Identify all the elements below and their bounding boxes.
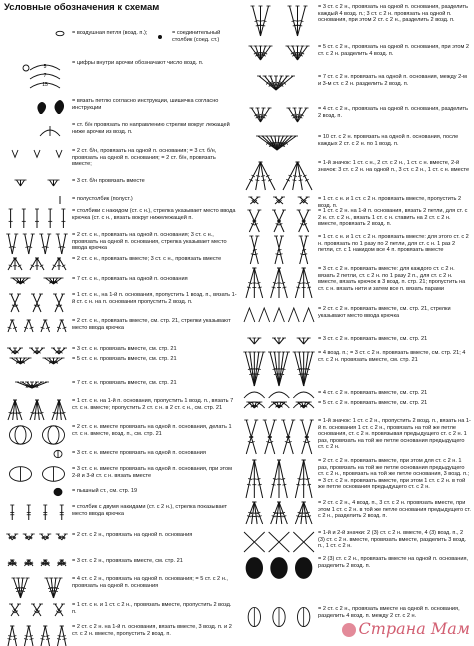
- crochet-symbol-icon: [4, 450, 70, 458]
- crochet-symbol-icon: [242, 606, 316, 628]
- dc7-icon: [4, 276, 70, 284]
- r_fan4-icon: [242, 106, 316, 122]
- watermark-logo: [342, 619, 470, 638]
- legend-row: [242, 266, 471, 298]
- crochet-symbol-icon: [4, 178, 70, 186]
- legend-row: [4, 398, 237, 420]
- fans-icon: [4, 178, 70, 186]
- r_cross-icon: [242, 196, 316, 204]
- legend-row: [4, 504, 237, 520]
- crochet-symbol-icon: [4, 398, 70, 420]
- legend-description: = 7 ст. с н., провязать на одной п. основания: [70, 276, 237, 283]
- svg-text:7: 7: [44, 73, 47, 79]
- legend-row: [242, 74, 471, 90]
- puff-icon: [4, 488, 70, 496]
- legend-row: [4, 558, 237, 566]
- crochet-symbol-icon: [4, 208, 70, 228]
- legend-description: = 4 ст. с 2 н., провязать на одной п. основания; = 5 ст. с 2 н., провязать на одной п. основания: [70, 576, 237, 589]
- legend-row: [242, 556, 471, 580]
- legend-row: [4, 98, 237, 114]
- legend-row: [4, 424, 237, 446]
- legend-description: = 1-й значок: 1 ст. с н., 2 ст. с 2 н., 1 ст. с н. вместе, 2-й значок: 3 ст. с 2 н. на одной п., 3 ст. с 2 н., 1 ст. с н. вместе: [316, 160, 471, 173]
- r_x1-icon: [242, 208, 316, 232]
- bobble-icon: [4, 450, 70, 458]
- cl5-icon: [4, 356, 70, 364]
- r_cr2-icon: [242, 458, 316, 498]
- legend-row: [242, 160, 471, 190]
- crochet-symbol-icon: [104, 30, 170, 44]
- right-column: [242, 0, 471, 640]
- dctog-icon: [4, 318, 70, 332]
- crochet-symbol-icon: [4, 532, 70, 540]
- legend-row: [242, 208, 471, 232]
- dc4-icon: [4, 292, 70, 312]
- crochet-symbol-icon: [4, 466, 70, 482]
- watermark-text: Страна Мам: [358, 619, 470, 638]
- crochet-symbol-icon: [4, 356, 70, 364]
- legend-description: = 3 ст. б/н провязать вместе: [70, 178, 237, 185]
- crochet-symbol-icon: [4, 346, 70, 354]
- crochet-symbol-icon: [242, 234, 316, 264]
- r_fan7-icon: [242, 74, 316, 90]
- crochet-symbol-icon: [242, 4, 316, 36]
- legend-row: [242, 350, 471, 386]
- legend-description: = 2 (3) ст. с 2 н., провязать вместе на одной п. основания, разделить 2 возд. п.: [316, 556, 471, 569]
- crochet-symbol-icon: [242, 196, 316, 204]
- legend-description: = 3 ст. с н. вместе провязать на одной п. основания, при этом 2-й и 3-й ст. с н. вязать вместе: [70, 466, 237, 479]
- leaf-icon: [4, 98, 70, 114]
- legend-row: [4, 196, 237, 204]
- dc3-icon: [4, 256, 70, 270]
- legend-description: = столбики с накидом (ст. с н.), стрелка указывает место ввода крючка (ст. с н., вязать вокруг нижележащей п.: [70, 208, 237, 221]
- legend-row: [104, 30, 237, 44]
- legend-row: [4, 356, 237, 364]
- crochet-symbol-icon: [4, 232, 70, 254]
- crochet-symbol-icon: [4, 292, 70, 312]
- legend-row: [4, 466, 237, 482]
- arches-icon: [4, 60, 70, 90]
- legend-description: = 2 ст. с н. вместе провязать на одной п. основания, делать 1 ст. с н. вместе, возд. п., см. стр. 21: [70, 424, 237, 437]
- crochet-symbol-icon: [242, 500, 316, 524]
- legend-description: = полустолбик (полуст.): [70, 196, 237, 203]
- legend-row: [242, 418, 471, 454]
- crochet-symbol-icon: [4, 380, 70, 388]
- legend-description: = 2 ст. с н., провязать вместе, см. стр. 21, стрелки указывают место ввода крючка: [70, 318, 237, 331]
- crochet-symbol-icon: [4, 504, 70, 520]
- legend-row: [4, 178, 237, 186]
- legend-description: = 2 ст. б/н, провязать на одной п. основания; = 3 ст. б/н, провязать на одной п. основания; = 2 ст. б/н, провязать вместе;: [70, 148, 237, 168]
- legend-row: [242, 134, 471, 150]
- crochet-symbol-icon: [4, 256, 70, 270]
- legend-row: [242, 4, 471, 36]
- legend-row: [242, 458, 471, 498]
- legend-description: = 3 ст. с 2 н., провязать на одной п. основания, разделить каждый 4 возд. п.; 3 ст. с 2 н. провязать на одной п. основания, при этом 2 ст. с 2 н., разделить 2 возд. п.: [316, 4, 471, 24]
- legend-description: = 2 ст. с 2 н., 4 возд. п., 3 ст. с 2 н. провязать вместе, при этом 1 ст. с 2 н. в той же петле основания предыдущего ст. с 2 н., разделить 2 возд. п.: [316, 500, 471, 520]
- legend-description: = столбик с двумя накидами (ст. с 2 н.), стрелка показывает место ввода крючка: [70, 504, 237, 517]
- legend-description: = 3 ст. с 2 н. провязать вместе: для каждого ст. с 2 н. вязать 2 петли, ст. с 2 н. по 1 разу 2 п., для ст. с 2 н. вместе, вязать крючок в 3 возд. п. стр. 21; пропустить на ст. с н. вязать нити и затем все п. вязать парами: [316, 266, 471, 292]
- crochet-symbol-icon: [4, 424, 70, 446]
- crochet-symbol-icon: [242, 306, 316, 322]
- tr5-icon: [4, 602, 70, 616]
- legend-description: = пышный ст., см. стр. 19: [70, 488, 237, 495]
- crochet-symbol-icon: [242, 530, 316, 554]
- legend-description: = 3 ст. с н. вместе провязать на одной п. основания: [70, 450, 237, 457]
- legend-row: [4, 292, 237, 312]
- dc-icon: [4, 208, 70, 228]
- tr-icon: [4, 504, 70, 520]
- crochet-symbol-icon: [4, 122, 70, 138]
- crochet-symbol-icon: [242, 208, 316, 232]
- legend-description: = 2 ст. с н., провязать вместе; 3 ст. с н., провязать вместе: [70, 256, 237, 263]
- crochet-symbol-icon: [4, 276, 70, 284]
- legend-row: [4, 602, 237, 616]
- legend-row: [242, 306, 471, 322]
- r_arc4-icon: [242, 400, 316, 408]
- crochet-symbol-icon: [242, 134, 316, 150]
- legend-row: [242, 500, 471, 524]
- crochet-symbol-icon: [4, 98, 70, 114]
- svg-text:15: 15: [42, 82, 48, 88]
- legend-description: = 2 ст. с 2 н., провязать вместе на одной п. основания, разделить 4 возд. п. между 2 ст. с 2 н.: [316, 606, 471, 619]
- dot-icon: [104, 30, 170, 44]
- crochet-symbol-icon: [242, 74, 316, 90]
- legend-row: [4, 276, 237, 284]
- cl3-icon: [4, 346, 70, 354]
- dc2-icon: [4, 232, 70, 254]
- legend-description: = 2 ст. с 2 н. провязать вместе, см. стр. 21, стрелки указывают место ввода крючка: [316, 306, 471, 319]
- legend-row: [242, 196, 471, 204]
- legend-description: = 1 ст. с н. и 1 ст. с 2 н., провязать вместе, пропустить 2 возд. п.: [70, 602, 237, 615]
- r_fan3-icon: [242, 4, 316, 36]
- legend-row: [242, 336, 471, 344]
- chain-icon: [4, 30, 70, 37]
- legend-description: = 2 ст. с н., провязать на одной п. основания; 3 ст. с н., провязать на одной п. основания, стрелка указывает место ввода крючка: [70, 232, 237, 252]
- legend-description: = 2 ст. с 2 н. провязать вместе, при этом для ст. с 2 н. 1 раз, провязать на той же петле основания предыдущего ст. с 2 н., провязать на той же петле основания, 3 возд. п.; = 3 ст. с 2 н. провязать вместе, при этом 1 ст. с 2 н. в той же петле основания предыдущего ст. с 2 н.: [316, 458, 471, 491]
- crochet-symbol-icon: [242, 400, 316, 408]
- crochet-symbol-icon: [242, 44, 316, 60]
- legend-row: [4, 256, 237, 270]
- left-column: [4, 0, 237, 640]
- r_cr1-icon: [242, 418, 316, 454]
- logo-seal-icon: [342, 623, 356, 637]
- legend-row: [4, 232, 237, 254]
- crochet-symbol-icon: [242, 390, 316, 398]
- crochet-symbol-icon: [4, 624, 70, 646]
- legend-description: = 1 ст. с н. и 1 ст. с 2 н. провязать вместе, пропустить 2 возд. п.: [316, 196, 471, 204]
- crochet-symbol-icon: [242, 350, 316, 386]
- r_x2-icon: [242, 234, 316, 264]
- legend-row: [4, 148, 237, 176]
- legend-row: [4, 450, 237, 458]
- crochet-symbol-icon: [4, 602, 70, 616]
- crochet-symbol-icon: [242, 458, 316, 498]
- hdc-icon: [4, 196, 70, 204]
- crochet-symbol-icon: [242, 336, 316, 344]
- legend-row: [242, 400, 471, 408]
- r_last-icon: [242, 606, 316, 628]
- r_bow2-icon: [242, 556, 316, 580]
- legend-row: [242, 44, 471, 60]
- legend-description: = 1-й и 2-й значки: 2 (3) ст. с 2 н. вместе, 4 (3) возд. п., 2 (3) ст. с 2 н. вместе, провязать вместе, разделить 3 возд. п., 1 ст. с 2 н.: [316, 530, 471, 550]
- crochet-symbol-icon: [4, 576, 70, 598]
- r_arc3-icon: [242, 390, 316, 398]
- crochet-symbol-icon: [4, 196, 70, 204]
- legend-description: = 4 ст. с 2 н. провязать вместе, см. стр. 21: [316, 390, 471, 397]
- legend-description: = 5 ст. с 2 н. провязать вместе, см. стр. 21: [316, 400, 471, 407]
- legend-description: = 3 ст. с 2 н. провязать вместе, см. стр. 21: [316, 336, 471, 343]
- legend-description: = соединительный столбик (соед. ст.): [170, 30, 237, 43]
- legend-description: = 1 ст. с н. на 1-й п. основания, пропустить 1 возд. п., вязать 7 ст. с н. вместе; пропустить 2 ст. с н. в 2 ст. с н., см. стр. 21: [70, 398, 237, 411]
- r_sign1-icon: [242, 160, 316, 190]
- legend-row: [4, 318, 237, 332]
- fan7b-icon: [4, 398, 70, 420]
- legend-description: = 7 ст. с н. провязать вместе, см. стр. 21: [70, 380, 237, 387]
- legend-row: [4, 532, 237, 540]
- r_arc2-icon: [242, 350, 316, 386]
- page-title: Условные обозначения к схемам: [4, 2, 159, 13]
- legend-description: = 2 ст. с 2 н. на 1-й п. основания, вязать вместе, 3 возд. п. и 2 ст. с 2 н. вместе, пропустить 2 возд. п.: [70, 624, 237, 637]
- r_fan10-icon: [242, 134, 316, 150]
- tr3-icon: [4, 558, 70, 566]
- crochet-symbol-icon: [4, 148, 70, 176]
- legend-description: = ст. б/н провязать по направлению стрелки вокруг лежащей ниже арочки из возд. п.: [70, 122, 237, 135]
- r_arc1-icon: [242, 336, 316, 344]
- legend-description: = 4 ст. с 2 н., провязать на одной п. основания, разделить 2 возд. п.: [316, 106, 471, 119]
- legend-row: [4, 624, 237, 646]
- tr2-icon: [4, 532, 70, 540]
- fan7-icon: [4, 380, 70, 388]
- legend-description: = 5 ст. с н. провязать вместе, см. стр. 21: [70, 356, 237, 363]
- r_bow-icon: [242, 530, 316, 554]
- svg-text:5: 5: [44, 64, 47, 70]
- crochet-symbol-icon: [242, 556, 316, 580]
- bobble2-icon: [4, 466, 70, 482]
- crochet-symbol-icon: [4, 488, 70, 496]
- legend-row: [4, 488, 237, 496]
- legend-row: [4, 122, 237, 138]
- legend-row: [4, 380, 237, 388]
- crochet-symbol-icon: [4, 30, 70, 37]
- legend-row: [242, 106, 471, 122]
- legend-description: = цифры внутри арочки обозначают число возд. п.: [70, 60, 237, 67]
- legend-description: = 2 ст. с 2 н., провязать на одной п. основания: [70, 532, 237, 539]
- arrowsc-icon: [4, 122, 70, 138]
- legend-description: = 1 ст. с 2 н. на 1-й п. основания, вязать 2 петли, для ст. с 2 н. ст. с 2 н., вязать 1 ст. с н. ставить на 2 ст. с 2 н. вместе, провязать 2 возд. п.: [316, 208, 471, 228]
- legend-row: [242, 234, 471, 264]
- legend-description: = 1-й значок: 1 ст. с 2 н., пропустить 2 возд. п., вязать на 1-й п. основания 1 ст. с 2 н., провязать на той же петле основания, ст. с 2 н. провязывая предыдущего ст. с 2 н. 1 раз, провязать на той же петле основания предыдущего ст. с 2 н.: [316, 418, 471, 451]
- crochet-symbol-icon: [242, 266, 316, 298]
- legend-description: = 1 ст. с н. и 1 ст. с 2 н. провязать вместе: для этого ст. с 2 н. провязать по 1 разу по 2 петли, для ст. с н. 1 раз 2 петли, ст. с 1 накидом все 4 п. провязать вместе: [316, 234, 471, 254]
- legend-description: = 3 ст. с н. провязать вместе, см. стр. 21: [70, 346, 237, 353]
- tr4-icon: [4, 576, 70, 598]
- crochet-symbol-icon: [4, 558, 70, 566]
- legend-description: = 7 ст. с 2 н. провязать на одной п. основания, между 2-м и 3-м ст. с 2 н. разделить 2 возд. п.: [316, 74, 471, 87]
- r_tri-icon: [242, 306, 316, 322]
- legend-description: = вязать петлю согласно инструкции, шишечка согласно инструкции: [70, 98, 237, 111]
- crochet-symbol-icon: [242, 106, 316, 122]
- r_x3-icon: [242, 266, 316, 298]
- sc-icon: [4, 148, 70, 176]
- legend-row: [4, 576, 237, 598]
- crochet-symbol-icon: [242, 160, 316, 190]
- legend-row: [4, 346, 237, 354]
- legend-description: = 4 возд. п.; = 3 ст. с 2 н. провязать вместе, см. стр. 21; 4 ст. с 2 н. провязать вместе, см. стр. 21: [316, 350, 471, 363]
- legend-description: = воздушная петля (возд. п.);: [70, 30, 237, 37]
- legend-description: = 3 ст. с 2 н., провязать вместе, см. стр. 21: [70, 558, 237, 565]
- crochet-symbol-icon: [4, 318, 70, 332]
- legend-row: [4, 60, 237, 90]
- legend-description: = 5 ст. с 2 н., провязать на одной п. основания, при этом 2 ст. с 2 н. разделить 4 возд. п.: [316, 44, 471, 57]
- legend-row: [4, 208, 237, 228]
- legend-description: = 10 ст. с 2 н. провязать на одной п. основания, после каждых 2 ст. с 2 н. по 1 возд. п.: [316, 134, 471, 147]
- r_fan5-icon: [242, 44, 316, 60]
- legend-row: [242, 530, 471, 554]
- tr6-icon: [4, 624, 70, 646]
- crochet-symbol-icon: [4, 60, 70, 90]
- crochet-symbol-icon: [242, 418, 316, 454]
- cluster-icon: [4, 424, 70, 446]
- legend-description: = 1 ст. с н., на 1-й п. основания, пропустить 1 возд. п., вязать 1-й ст. с н. на п. основания пропустить 2 возд. п.: [70, 292, 237, 305]
- r_cr3-icon: [242, 500, 316, 524]
- legend-row: [242, 390, 471, 398]
